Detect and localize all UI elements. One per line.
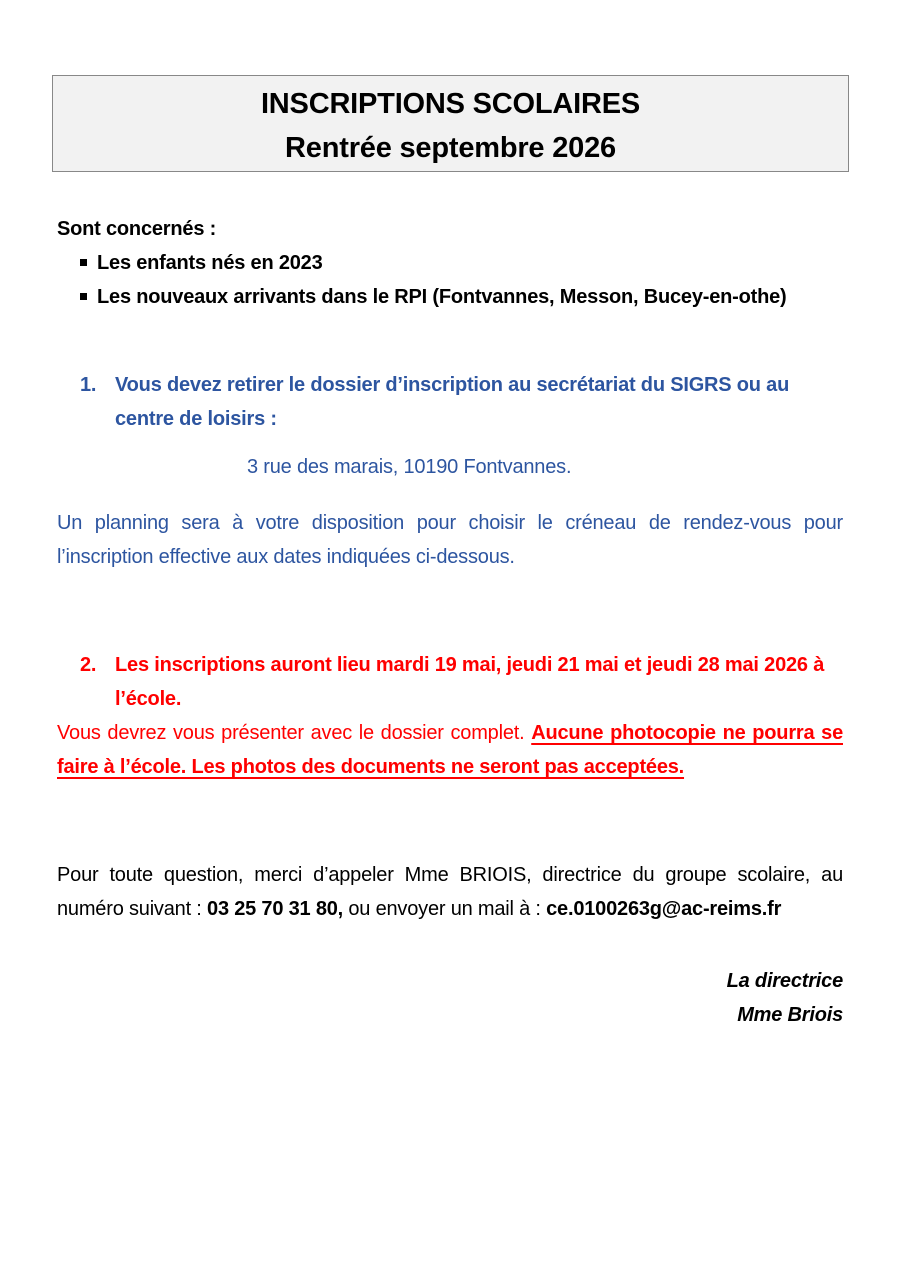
step-2-text: Les inscriptions auront lieu mardi 19 mai, jeudi 21 mai et jeudi 28 mai 2026 à l’école.: [115, 654, 825, 710]
title-box: [52, 75, 849, 172]
signature-role: La directrice: [726, 970, 843, 992]
bullet-item-label: Les enfants nés en 2023: [97, 252, 323, 274]
document-body: [57, 172, 843, 1032]
step-1-number: 1.: [80, 374, 97, 396]
bullet-item-new-arrivals: [80, 280, 843, 314]
bullet-item-children-2023: [80, 246, 843, 280]
contact-paragraph: [57, 858, 843, 926]
document-title: INSCRIPTIONS SCOLAIRES: [260, 88, 641, 120]
concerned-bullet-list: [57, 246, 843, 314]
step-1-text: Vous devez retirer le dossier d’inscription au secrétariat du SIGRS ou au centre de loisirs :: [115, 374, 790, 430]
concerned-heading: Sont concernés :: [57, 218, 217, 240]
signature-name: Mme Briois: [737, 1004, 843, 1026]
warning-paragraph: [57, 716, 843, 784]
text-segment: Pour toute question, merci d’appeler Mme BRIOIS, directrice du groupe scolaire, au numéro suivant :: [57, 864, 843, 920]
square-bullet-icon: [80, 293, 87, 300]
signature-block: [57, 964, 843, 1032]
text-segment: 03 25 70 31 80,: [207, 898, 344, 920]
step-2-number: 2.: [80, 654, 97, 676]
step-1-heading: [57, 368, 843, 436]
square-bullet-icon: [80, 259, 87, 266]
address-line: 3 rue des marais, 10190 Fontvannes.: [247, 456, 572, 478]
document-subtitle: Rentrée septembre 2026: [285, 132, 616, 164]
text-segment: Aucune photocopie ne pourra se faire à l’école. Les photos des documents ne seront pas acceptées.: [57, 722, 843, 778]
step-2-heading: [57, 648, 843, 716]
text-segment: Vous devrez vous présenter avec le dossier complet.: [57, 722, 532, 744]
text-segment: ce.0100263g@ac-reims.fr: [546, 898, 782, 920]
planning-note: Un planning sera à votre disposition pour choisir le créneau de rendez-vous pour l’inscription effective aux dates indiquées ci-dessous.: [57, 512, 843, 568]
bullet-item-label: Les nouveaux arrivants dans le RPI (Fontvannes, Messon, Bucey-en-othe): [97, 286, 787, 308]
text-segment: ou envoyer un mail à :: [343, 898, 547, 920]
